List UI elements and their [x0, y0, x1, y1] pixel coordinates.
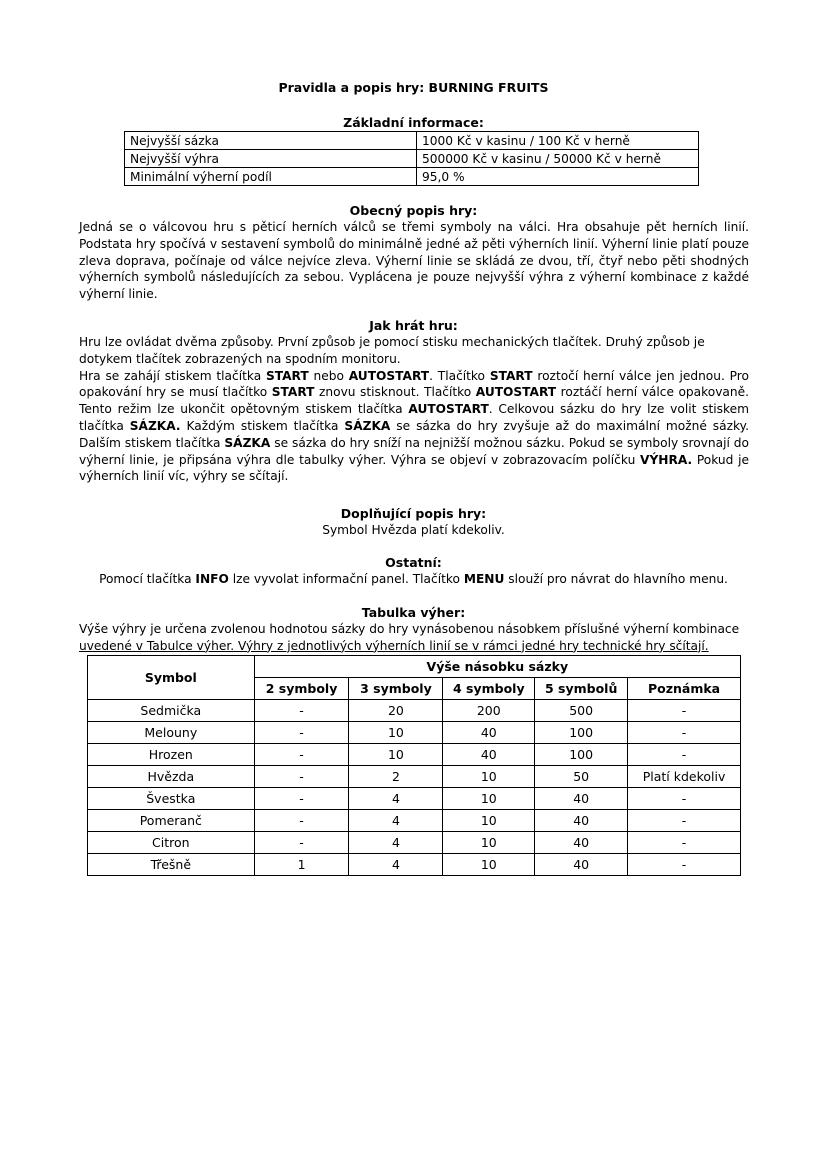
document-title: Pravidla a popis hry: BURNING FRUITS: [278, 80, 549, 95]
note-cell: -: [628, 722, 741, 744]
value-cell: 2: [349, 766, 443, 788]
autostart-keyword: AUTOSTART: [475, 385, 557, 400]
general-text: Jedná se o válcovou hru s pěticí herních válců se třemi symboly na válci. Hra obsahuje pět herních linií. Podstata hry spočívá v sestavení symbolů do minimálně jedné až pěti výherních linií. Výherní linie platí pouze zleva doprava, počínaje od válce nejvíce zleva. Výherní linie se skládá ze dvou, tří, čtyř nebo pěti shodných výherních symbolů následujících za sebou. Vyplácena je pouze nejvyšší výhra z výherní kombinace z každé výherní linie.: [79, 220, 749, 302]
value-cell: -: [254, 744, 349, 766]
value-cell: 10: [349, 744, 443, 766]
text-span: roztáčí herní válce opakovaně. Tento režim lze ukončit opětovným stiskem tlačítka: [79, 385, 749, 417]
text-span: Každým stiskem tlačítka: [180, 418, 345, 433]
table-row: [125, 132, 699, 150]
symbol-cell: Melouny: [88, 722, 255, 744]
symbol-cell: Pomeranč: [88, 810, 255, 832]
note-cell: -: [628, 832, 741, 854]
value-cell: 40: [535, 810, 628, 832]
value-cell: 100: [535, 744, 628, 766]
table-row: [88, 744, 741, 766]
text-span: se sázka do hry sníží na nejnižší možnou sázku. Pokud se symboly srovnají do výherní linie, je připsána výhra dle tabulky výher. Výhra se objeví v zobrazovacím políčku: [79, 435, 749, 467]
note-cell: -: [628, 810, 741, 832]
table-row: [125, 150, 699, 168]
text-span: slouží pro návrat do hlavního menu.: [504, 572, 728, 586]
value-cell: 4: [349, 788, 443, 810]
symbol-cell: Třešně: [88, 854, 255, 876]
header-2-symbols: 2 symboly: [254, 678, 349, 700]
sazka-keyword: SÁZKA: [224, 435, 271, 450]
paytable: [87, 655, 741, 876]
value-cell: -: [254, 766, 349, 788]
value-cell: 40: [535, 854, 628, 876]
text-span: nebo: [308, 368, 349, 383]
text-span: Hra se zahájí stiskem tlačítka: [79, 368, 266, 383]
additional-heading: Doplňující popis hry:: [340, 506, 487, 521]
paytable-intro-line1: Výše výhry je určena zvolenou hodnotou sázky do hry vynásobenou násobkem příslušné výherní kombinace: [79, 622, 740, 636]
note-cell: -: [628, 788, 741, 810]
info-label: Minimální výherní podíl: [125, 168, 417, 186]
value-cell: 100: [535, 722, 628, 744]
value-cell: 20: [349, 700, 443, 722]
autostart-keyword: AUTOSTART: [408, 402, 489, 417]
value-cell: 40: [443, 744, 535, 766]
value-cell: 10: [443, 854, 535, 876]
header-5-symbols: 5 symbolů: [535, 678, 628, 700]
menu-keyword: MENU: [463, 572, 505, 586]
header-note: Poznámka: [628, 678, 741, 700]
paytable-intro-line2: uvedené v Tabulce výher. Výhry z jednotlivých výherních linií se v rámci jedné hry technické hry sčítají.: [79, 638, 709, 653]
text-span: se sázka do hry zvyšuje až do maximální možné sázky. Dalším stiskem tlačítka: [79, 418, 749, 450]
symbol-cell: Hrozen: [88, 744, 255, 766]
start-keyword: START: [489, 368, 533, 383]
paytable-heading: Tabulka výher:: [361, 605, 466, 620]
value-cell: 50: [535, 766, 628, 788]
info-value: 500000 Kč v kasinu / 50000 Kč v herně: [417, 150, 699, 168]
table-row: [88, 788, 741, 810]
value-cell: 10: [443, 788, 535, 810]
table-row: [88, 766, 741, 788]
value-cell: 40: [535, 832, 628, 854]
table-row: [88, 700, 741, 722]
info-value: 95,0 %: [417, 168, 699, 186]
note-cell: Platí kdekoliv: [628, 766, 741, 788]
start-keyword: START: [265, 368, 309, 383]
autostart-keyword: AUTOSTART: [348, 368, 430, 383]
how-to-play-heading: Jak hrát hru:: [369, 318, 458, 333]
value-cell: 4: [349, 810, 443, 832]
value-cell: -: [254, 788, 349, 810]
how-to-play-p2: [79, 368, 749, 486]
header-symbol: Symbol: [88, 656, 255, 700]
table-row: [88, 722, 741, 744]
note-cell: -: [628, 700, 741, 722]
paytable-intro: [79, 621, 749, 655]
how-to-play-text: [79, 334, 749, 485]
basic-info-heading: Základní informace:: [343, 115, 484, 130]
table-row: [88, 810, 741, 832]
text-span: . Celkovou sázku do hry lze volit stiskem tlačítka: [79, 402, 750, 433]
info-label: Nejvyšší výhra: [125, 150, 417, 168]
table-row: [88, 832, 741, 854]
header-multiplier-group: Výše násobku sázky: [254, 656, 740, 678]
text-span: roztočí herní válce jen jednou. Pro opakování hry se musí tlačítko: [79, 368, 749, 400]
text-span: lze vyvolat informační panel. Tlačítko: [228, 572, 464, 586]
text-span: znovu stisknout. Tlačítko: [314, 385, 476, 400]
value-cell: -: [254, 722, 349, 744]
note-cell: -: [628, 854, 741, 876]
basic-info-table: [124, 131, 699, 186]
value-cell: 40: [443, 722, 535, 744]
sazka-keyword: SÁZKA.: [129, 418, 181, 433]
how-to-play-p1: Hru lze ovládat dvěma způsoby. První způsob je pomocí stisku mechanických tlačítek. Druhý způsob je dotykem tlačítek zobrazených na spodním monitoru.: [79, 335, 705, 366]
text-span: Pomocí tlačítka: [99, 572, 196, 586]
value-cell: -: [254, 700, 349, 722]
sazka-keyword: SÁZKA: [344, 418, 391, 433]
additional-text: Symbol Hvězda platí kdekoliv.: [322, 523, 505, 537]
symbol-cell: Sedmička: [88, 700, 255, 722]
symbol-cell: Švestka: [88, 788, 255, 810]
info-label: Nejvyšší sázka: [125, 132, 417, 150]
start-keyword: START: [271, 385, 315, 400]
value-cell: 1: [254, 854, 349, 876]
paytable-header-row: [88, 656, 741, 678]
value-cell: 4: [349, 832, 443, 854]
value-cell: 10: [349, 722, 443, 744]
info-keyword: INFO: [195, 572, 229, 586]
symbol-cell: Citron: [88, 832, 255, 854]
info-value: 1000 Kč v kasinu / 100 Kč v herně: [417, 132, 699, 150]
value-cell: 4: [349, 854, 443, 876]
value-cell: 500: [535, 700, 628, 722]
symbol-cell: Hvězda: [88, 766, 255, 788]
vyhra-keyword: VÝHRA.: [640, 452, 693, 467]
other-text: [0, 571, 827, 588]
text-span: . Tlačítko: [429, 368, 490, 383]
value-cell: -: [254, 810, 349, 832]
value-cell: 10: [443, 832, 535, 854]
value-cell: -: [254, 832, 349, 854]
value-cell: 10: [443, 766, 535, 788]
note-cell: -: [628, 744, 741, 766]
table-row: [88, 854, 741, 876]
header-3-symbols: 3 symboly: [349, 678, 443, 700]
general-heading: Obecný popis hry:: [349, 203, 478, 218]
value-cell: 200: [443, 700, 535, 722]
value-cell: 10: [443, 810, 535, 832]
table-row: [125, 168, 699, 186]
value-cell: 40: [535, 788, 628, 810]
text-span: Pokud je výherních linií víc, výhry se sčítají.: [79, 452, 749, 484]
other-heading: Ostatní:: [385, 555, 442, 570]
header-4-symbols: 4 symboly: [443, 678, 535, 700]
